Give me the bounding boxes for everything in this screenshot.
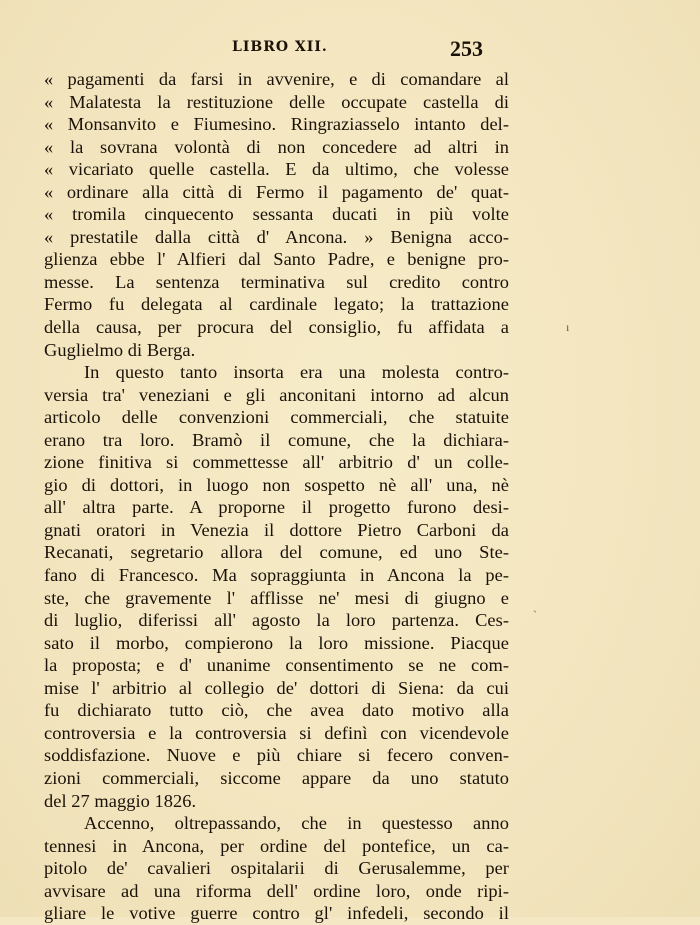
text-line: « prestatile dalla città d' Ancona. » Benigna acco-: [44, 226, 509, 247]
text-line: all' altra parte. A proporne il progetto furono desi-: [44, 497, 509, 518]
text-line: messe. La sentenza terminativa sul credito contro: [44, 271, 509, 292]
text-line: « Malatesta la restituzione delle occupate castella di: [44, 91, 509, 112]
text-line: « vicariato quelle castella. E da ultimo, che volesse: [44, 159, 509, 180]
text-line: In questo tanto insorta era una molesta contro-: [84, 362, 509, 383]
text-line: fano di Francesco. Ma sopraggiunta in Ancona la pe-: [44, 565, 509, 586]
text-line: Recanati, segretario allora del comune, ed uno Ste-: [44, 542, 509, 563]
text-line: erano tra loro. Bramò il comune, che la dichiara-: [44, 429, 509, 450]
text-line: ste, che gravemente l' afflisse ne' mesi di giugno e: [44, 587, 509, 608]
text-line: Accenno, oltrepassando, che in questesso anno: [84, 813, 509, 834]
text-line: gio di dottori, in luogo non sospetto nè all' una, nè: [44, 474, 509, 495]
text-line: sato il morbo, compierono la loro missione. Piacque: [44, 632, 509, 653]
text-line: « tromila cinquecento sessanta ducati in più volte: [44, 204, 509, 225]
text-line: gnati oratori in Venezia il dottore Pietro Carboni da: [44, 519, 509, 540]
text-line: Fermo fu delegata al cardinale legato; la trattazione: [44, 294, 509, 315]
text-line: gliare le votive guerre contro gl' infedeli, secondo il: [44, 903, 509, 924]
margin-speck: ı: [566, 320, 570, 334]
text-line: del 27 maggio 1826.: [44, 790, 197, 811]
text-line: la proposta; e d' unanime consentimento se ne com-: [44, 655, 509, 676]
text-line: controversia e la controversia si definì con vicendevole: [44, 722, 509, 743]
text-line: articolo delle convenzioni commerciali, che statuite: [44, 407, 509, 428]
body-text: [44, 68, 509, 925]
text-line: versia tra' veneziani e gli anconitani intorno ad alcun: [44, 384, 509, 405]
text-line: zioni commerciali, siccome appare da uno statuto: [44, 767, 509, 788]
text-line: avvisare ad una riforma dell' ordine loro, onde ripi-: [44, 880, 509, 901]
text-line: Guglielmo di Berga.: [44, 339, 196, 360]
text-line: tennesi in Ancona, per ordine del pontefice, un ca-: [44, 835, 509, 856]
text-line: zione finitiva si commettesse all' arbitrio d' un colle-: [44, 452, 509, 473]
text-line: « ordinare alla città di Fermo il pagamento de' quat-: [44, 181, 509, 202]
text-line: glienza ebbe l' Alfieri dal Santo Padre, e benigne pro-: [44, 249, 509, 270]
text-line: soddisfazione. Nuove e più chiare si fecero conven-: [44, 745, 509, 766]
text-line: mise l' arbitrio al collegio de' dottori di Siena: da cui: [44, 677, 509, 698]
text-line: di luglio, diferissi all' agosto la loro partenza. Ces-: [44, 610, 509, 631]
text-line: « la sovrana volontà di non concedere ad altri in: [44, 136, 509, 157]
text-line: pitolo de' cavalieri ospitalarii di Gerusalemme, per: [44, 858, 509, 879]
text-line: fu dichiarato tutto ciò, che avea dato motivo alla: [44, 700, 509, 721]
page-header: [0, 37, 700, 61]
margin-speck: ˋ: [533, 608, 537, 622]
text-line: « Monsanvito e Fiumesino. Ringraziasselo intanto del-: [44, 114, 509, 135]
text-line: della causa, per procura del consiglio, fu affidata a: [44, 317, 509, 338]
running-head: LIBRO XII.: [232, 39, 328, 55]
page-number: 253: [450, 36, 483, 61]
text-line: « pagamenti da farsi in avvenire, e di comandare al: [44, 69, 509, 89]
